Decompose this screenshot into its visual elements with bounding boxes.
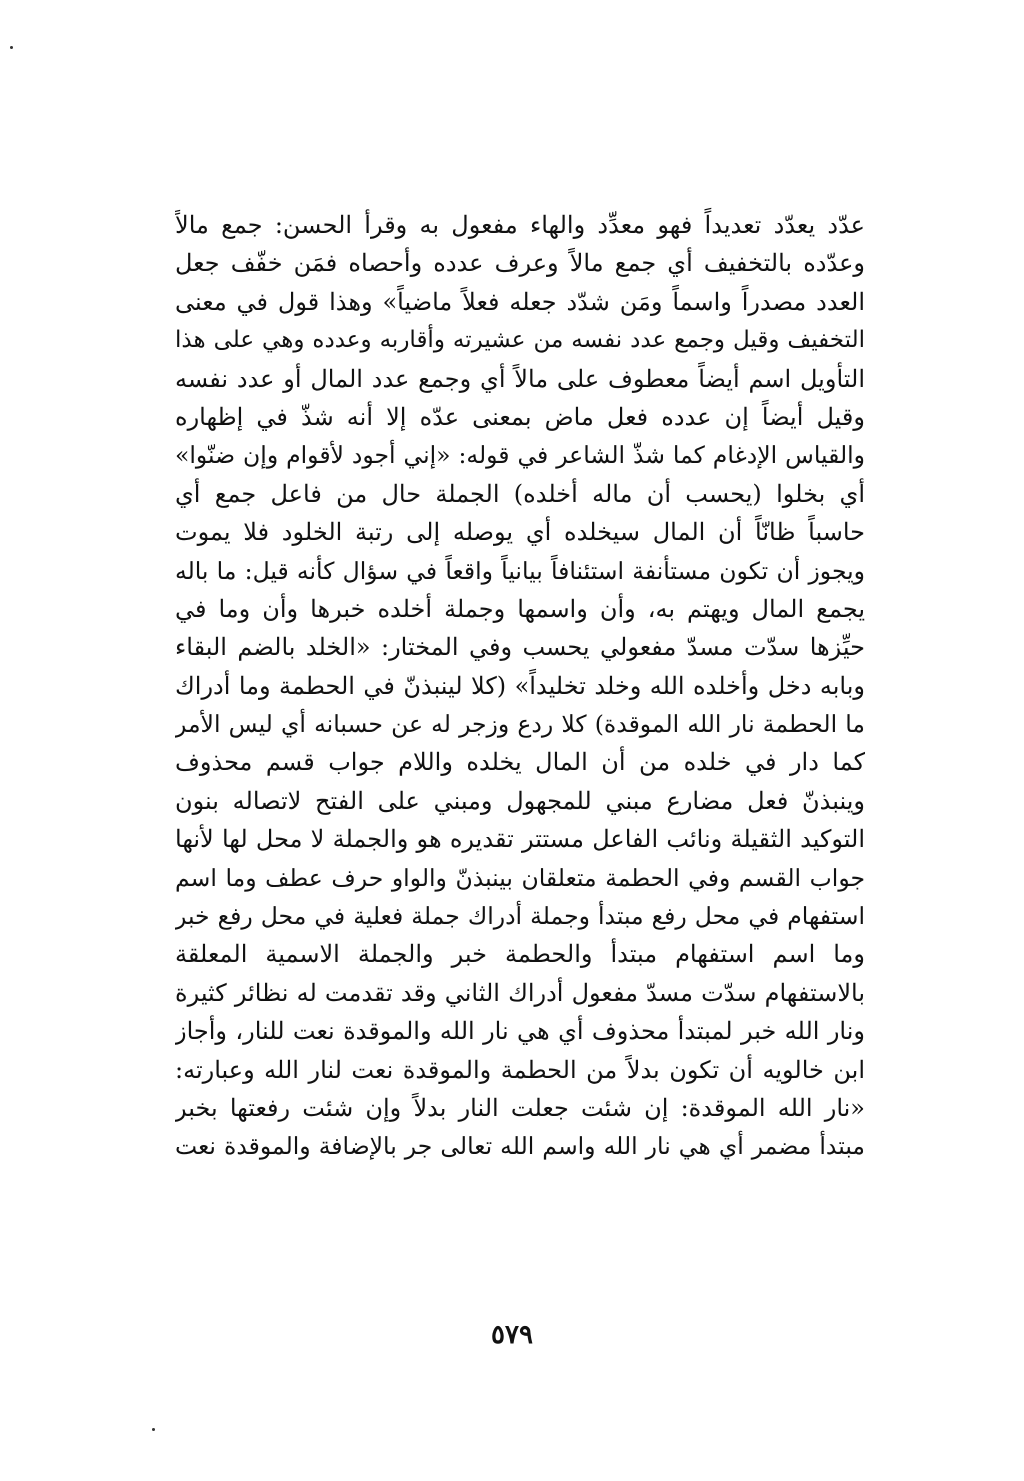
text-line: التأويل اسم أيضاً معطوف على مالاً أي وجمع عدد المال أو عدد نفسه — [175, 364, 865, 393]
text-line: يجمع المال ويهتم به، وأن واسمها وجملة أخلده خبرها وأن وما في — [175, 594, 865, 623]
text-line: استفهام في محل رفع مبتدأ وجملة أدراك جملة فعلية في محل رفع خبر — [175, 902, 865, 931]
text-line: والقياس الإدغام كما شذّ الشاعر في قوله: «إني أجود لأقوام وإن ضنّوا» — [175, 441, 865, 470]
text-line: أي بخلوا (يحسب أن ماله أخلده) الجملة حال من فاعل جمع أي — [175, 479, 865, 508]
text-line: جواب القسم وفي الحطمة متعلقان بينبذنّ والواو حرف عطف وما اسم — [175, 863, 865, 892]
text-line: كما دار في خلده من أن المال يخلده واللام جواب قسم محذوف — [175, 748, 865, 777]
text-line: حيِّزها سدّت مسدّ مفعولي يحسب وفي المختار: «الخلد بالضم البقاء — [175, 633, 865, 662]
text-line: ونار الله خبر لمبتدأ محذوف أي هي نار الله والموقدة نعت للنار، وأجاز — [175, 1017, 865, 1046]
text-line: عدّد يعدّد تعديداً فهو معدِّد والهاء مفعول به وقرأ الحسن: جمع مالاً — [175, 211, 865, 239]
text-line: وعدّده بالتخفيف أي جمع مالاً وعرف عدده وأحصاه فمَن خفّف جعل — [175, 249, 865, 278]
text-line: وينبذنّ فعل مضارع مبني للمجهول ومبني على الفتح لاتصاله بنون — [175, 786, 865, 815]
text-line: ابن خالويه أن تكون بدلاً من الحطمة والموقدة نعت لنار الله وعبارته: — [175, 1055, 865, 1084]
text-line: «نار الله الموقدة: إن شئت جعلت النار بدلاً وإن شئت رفعتها بخبر — [175, 1093, 865, 1122]
body-text — [175, 206, 865, 1166]
scan-speck — [10, 46, 13, 49]
text-line: بالاستفهام سدّت مسدّ مفعول أدراك الثاني وقد تقدمت له نظائر كثيرة — [175, 978, 865, 1007]
text-line: ويجوز أن تكون مستأنفة استئنافاً بيانياً واقعاً في سؤال كأنه قيل: ما باله — [175, 556, 865, 585]
text-line: وقيل أيضاً إن عدده فعل ماض بمعنى عدّه إلا أنه شذّ في إظهاره — [175, 402, 865, 431]
text-line: حاسباً ظانّاً أن المال سيخلده أي يوصله إلى رتبة الخلود فلا يموت — [175, 518, 865, 547]
page-number: ٥٧٩ — [491, 1320, 533, 1350]
text-line: ما الحطمة نار الله الموقدة) كلا ردع وزجر له عن حسبانه أي ليس الأمر — [175, 710, 865, 739]
text-line: وما اسم استفهام مبتدأ والحطمة خبر والجملة الاسمية المعلقة — [175, 940, 865, 969]
text-line: العدد مصدراً واسماً ومَن شدّد جعله فعلاً ماضياً» وهذا قول في معنى — [175, 287, 865, 316]
text-line: مبتدأ مضمر أي هي نار الله واسم الله تعالى جر بالإضافة والموقدة نعت — [175, 1132, 865, 1161]
scan-speck — [152, 1428, 155, 1431]
text-line: التخفيف وقيل وجمع عدد نفسه من عشيرته وأقاربه وعدده وهي على هذا — [175, 327, 865, 354]
text-line: التوكيد الثقيلة ونائب الفاعل مستتر تقديره هو والجملة لا محل لها لأنها — [175, 825, 865, 854]
text-line: وبابه دخل وأخلده الله وخلد تخليداً» (كلا لينبذنّ في الحطمة وما أدراك — [175, 671, 865, 700]
